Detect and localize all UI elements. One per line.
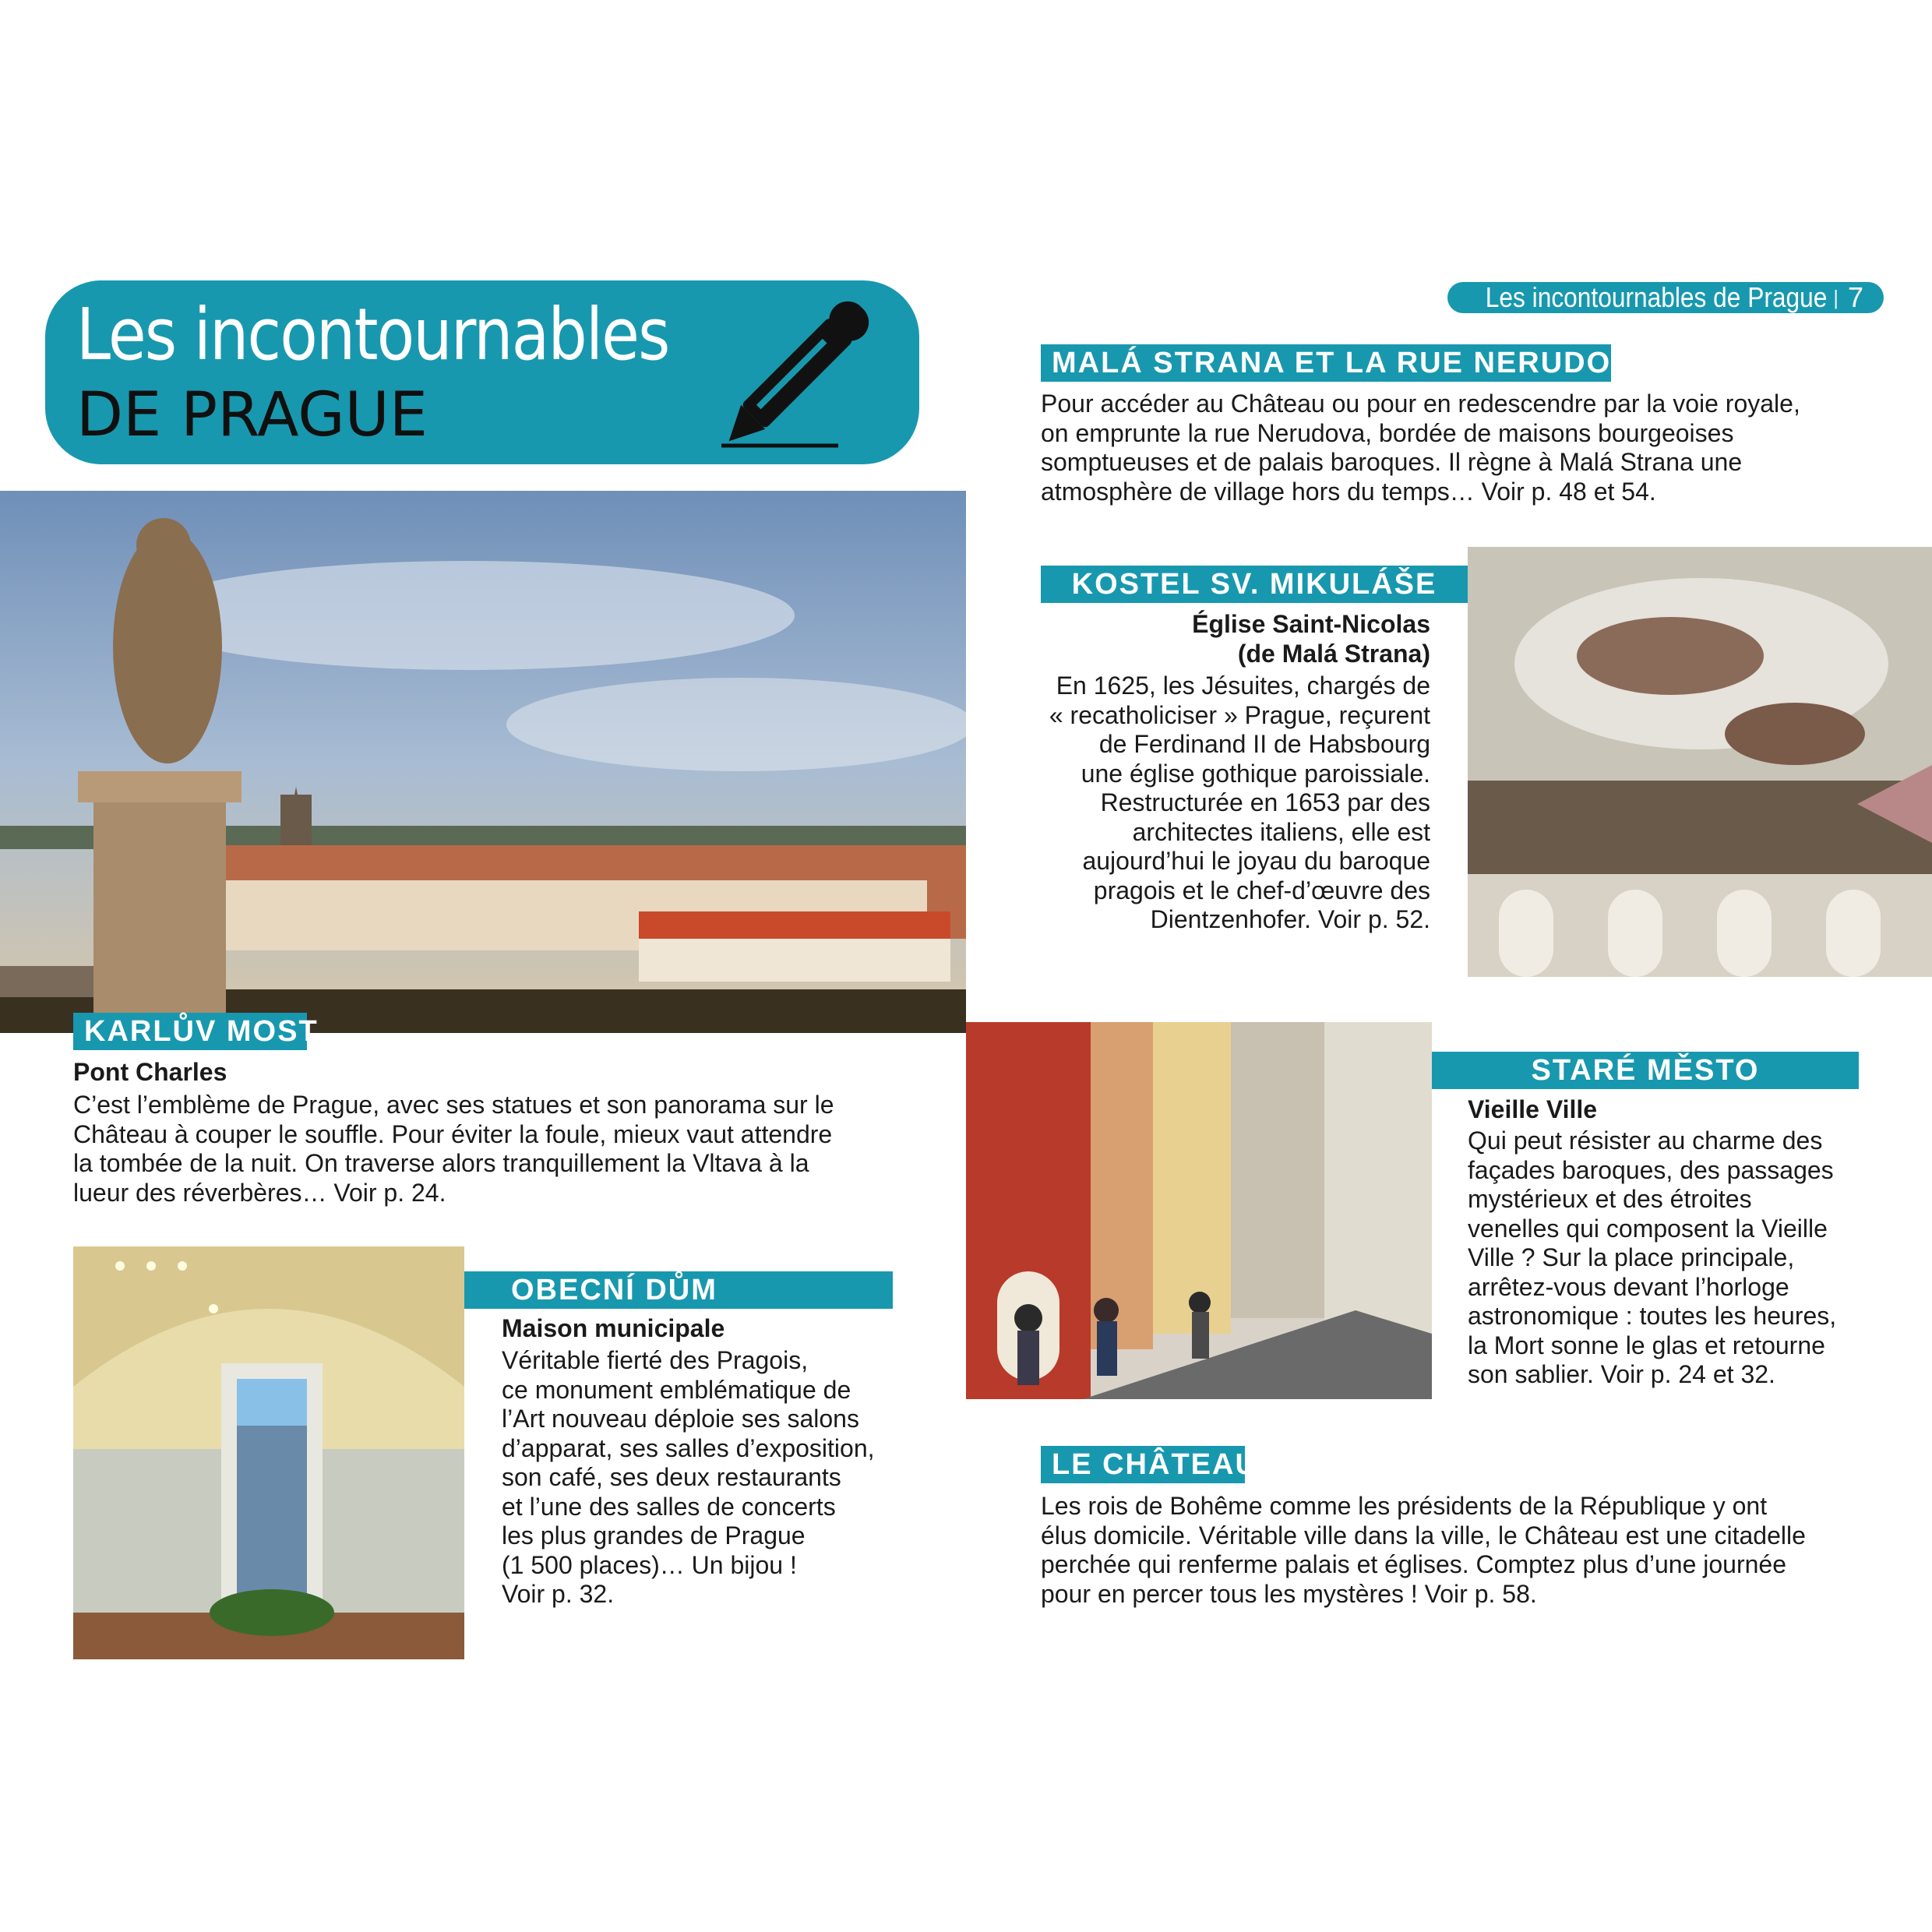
running-header (1447, 282, 1884, 313)
mikulase-subtitle-1: Église Saint-Nicolas (1192, 610, 1430, 638)
pen-icon (715, 296, 887, 452)
text-line: ce monument emblématique de (502, 1375, 851, 1404)
page-subtitle: DE PRAGUE (76, 380, 428, 450)
separator: | (1833, 285, 1839, 309)
text-line: astronomique : toutes les heures, (1468, 1302, 1837, 1330)
text-line: arrêtez-vous devant l’horloge (1468, 1272, 1789, 1301)
text-line: Pour accéder au Château ou pour en redescendre par la voie royale, (1041, 390, 1800, 418)
page-title: Les incontournables (76, 293, 669, 376)
text-line: architectes italiens, elle est (1132, 817, 1430, 846)
stare-mesto-text (1468, 1126, 1904, 1390)
mikulase-text (1041, 672, 1430, 935)
text-line: la Mort sonne le glas et retourne (1468, 1331, 1825, 1359)
text-line: (1 500 places)… Un bijou ! (502, 1550, 797, 1579)
karluv-most-subtitle: Pont Charles (73, 1058, 227, 1086)
text-line: Château à couper le souffle. Pour éviter la foule, mieux vaut attendre (73, 1119, 833, 1148)
text-line: on emprunte la rue Nerudova, bordée de maisons bourgeoises (1041, 418, 1734, 447)
section-label-obecni-dum: OBECNÍ DŮM (464, 1271, 893, 1309)
photo-charles-bridge (0, 491, 966, 1033)
text-line: perchée qui renferme palais et églises. Comptez plus d’une journée (1041, 1550, 1786, 1578)
text-line: « recatholiciser » Prague, reçurent (1049, 700, 1430, 729)
karluv-most-text (73, 1091, 930, 1208)
text-line: et l’une des salles de concerts (502, 1492, 836, 1521)
text-line: l’Art nouveau déploie ses salons (502, 1405, 859, 1433)
text-line: une église gothique paroissiale. (1081, 759, 1430, 788)
text-line: somptueuses et de palais baroques. Il règne à Malá Strana une (1041, 448, 1743, 476)
text-line: atmosphère de village hors du temps… Voir p. 48 et 54. (1041, 477, 1656, 506)
text-line: d’apparat, ses salles d’exposition, (502, 1433, 875, 1462)
text-line: Dientzenhofer. Voir p. 52. (1150, 905, 1430, 933)
photo-old-town-street (966, 1022, 1432, 1399)
text-line: de Ferdinand II de Habsbourg (1098, 730, 1430, 758)
photo-obecni-dum (73, 1246, 464, 1659)
text-line: Les rois de Bohême comme les présidents de la République y ont (1041, 1492, 1768, 1520)
obecni-dum-text (502, 1346, 907, 1609)
text-line: C’est l’emblème de Prague, avec ses statues et son panorama sur le (73, 1091, 834, 1119)
text-line: son café, ses deux restaurants (502, 1463, 841, 1491)
section-label-stare-mesto: STARÉ MĚSTO (1432, 1052, 1859, 1089)
text-line: Restructurée en 1653 par des (1100, 788, 1430, 816)
text-line: Qui peut résister au charme des (1468, 1126, 1823, 1155)
text-line: Voir p. 32. (502, 1580, 615, 1608)
mikulase-subtitle-2: (de Malá Strana) (1237, 640, 1430, 668)
text-line: lueur des réverbères… Voir p. 24. (73, 1178, 446, 1207)
text-line: son sablier. Voir p. 24 et 32. (1468, 1360, 1775, 1388)
text-line: pour en percer tous les mystères ! Voir p. 58. (1041, 1579, 1537, 1608)
text-line: la tombée de la nuit. On traverse alors tranquillement la Vltava à la (73, 1149, 809, 1177)
section-label-mala-strana: MALÁ STRANA ET LA RUE NERUDOVA (1041, 344, 1611, 382)
section-label-karluv-most: KARLŮV MOST (73, 1013, 307, 1050)
text-line: venelles qui composent la Vieille (1468, 1214, 1828, 1243)
section-label-chateau: LE CHÂTEAU (1041, 1446, 1245, 1483)
text-line: mystérieux et des étroites (1468, 1185, 1752, 1213)
text-line: Véritable fierté des Pragois, (502, 1346, 809, 1374)
chateau-text (1041, 1492, 1906, 1609)
text-line: Ville ? Sur la place principale, (1468, 1243, 1795, 1271)
obecni-dum-subtitle: Maison municipale (502, 1314, 725, 1342)
text-line: élus domicile. Véritable ville dans la ville, le Château est une citadelle (1041, 1521, 1806, 1549)
stare-mesto-subtitle: Vieille Ville (1468, 1095, 1598, 1123)
text-line: aujourd’hui le joyau du baroque (1082, 847, 1430, 875)
section-label-mikulase: KOSTEL SV. MIKULÁŠE (1041, 566, 1468, 603)
photo-saint-nicolas-ceiling (1468, 547, 1932, 977)
text-line: façades baroques, des passages (1468, 1155, 1834, 1184)
text-line: pragois et le chef-d’œuvre des (1093, 876, 1430, 904)
mala-strana-text (1041, 390, 1898, 506)
running-header-title: Les incontournables de Prague (1485, 281, 1828, 313)
text-line: En 1625, les Jésuites, chargés de (1056, 672, 1430, 700)
title-banner (45, 280, 919, 464)
text-line: les plus grandes de Prague (502, 1521, 806, 1549)
page-number: 7 (1847, 281, 1863, 313)
